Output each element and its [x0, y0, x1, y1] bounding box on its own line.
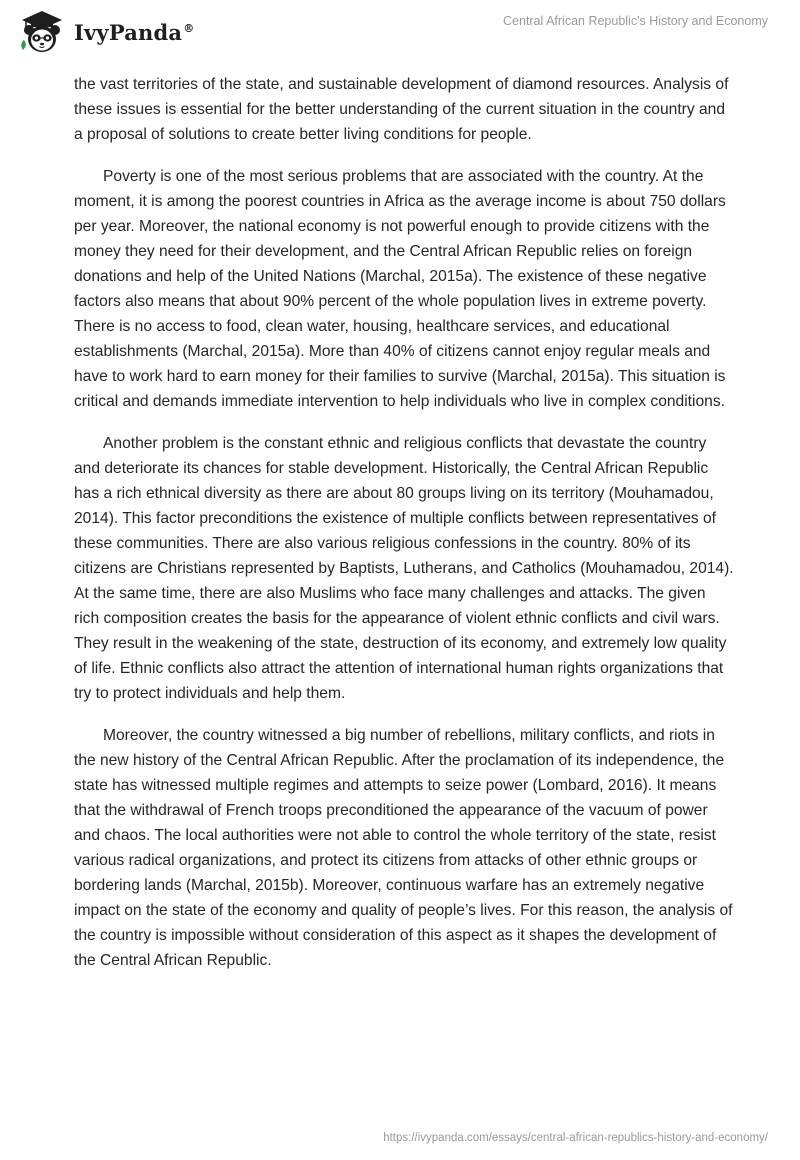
brand-name: IvyPanda®	[74, 19, 195, 45]
paragraph-1: the vast territories of the state, and sustainable development of diamond resources. Analysis of these issues is essential for the better understanding of the current situation in the country and a proposal of solutions to create better living conditions for people.	[74, 76, 729, 143]
paragraph-3: Another problem is the constant ethnic and religious conflicts that devastate the country and deteriorate its chances for stable development. Historically, the Central African Republic has a rich ethnical diversity as there are about 80 groups living on its territory (Mouhamadou, 2014). This factor preconditions the existence of multiple conflicts between representatives of these communities. There are also various religious confessions in the country. 80% of its citizens are Christians represented by Baptists, Lutherans, and Catholics (Mouhamadou, 2014). At the same time, there are also Muslims who face many challenges and attacks. The given rich composition creates the basis for the appearance of violent ethnic conflicts and civil wars. They result in the weakening of the state, destruction of its economy, and extremely low quality of life. Ethnic conflicts also attract the attention of international human rights organizations that try to protect individuals and help them.	[74, 435, 734, 702]
brand-logo[interactable]	[18, 8, 194, 56]
panda-logo-icon	[18, 8, 66, 56]
page-header	[0, 0, 800, 68]
registered-mark: ®	[183, 21, 195, 35]
essay-body	[74, 72, 734, 990]
source-url-link[interactable]: https://ivypanda.com/essays/central-african-republics-history-and-economy/	[383, 1132, 768, 1144]
document-title: Central African Republic's History and Economy	[502, 14, 768, 28]
paragraph-2: Poverty is one of the most serious problems that are associated with the country. At the moment, it is among the poorest countries in Africa as the average income is about 750 dollars per year. Moreover, the national economy is not powerful enough to provide citizens with the money they need for their development, and the Central African Republic relies on foreign donations and help of the United Nations (Marchal, 2015a). The existence of these negative factors also means that about 90% percent of the whole population lives in extreme poverty. There is no access to food, clean water, housing, healthcare services, and educational establishments (Marchal, 2015a). More than 40% of citizens cannot enjoy regular meals and have to work hard to earn money for their families to survive (Marchal, 2015a). This situation is critical and demands immediate intervention to help individuals who live in complex conditions.	[74, 168, 726, 410]
paragraph-4: Moreover, the country witnessed a big number of rebellions, military conflicts, and riots in the new history of the Central African Republic. After the proclamation of its independence, the state has witnessed multiple regimes and attempts to seize power (Lombard, 2016). It means that the withdrawal of French troops preconditioned the appearance of the vacuum of power and chaos. The local authorities were not able to control the whole territory of the state, resist various radical organizations, and protect its citizens from attacks of other ethnic groups or bordering lands (Marchal, 2015b). Moreover, continuous warfare has an extremely negative impact on the state of the economy and quality of people’s lives. For this reason, the analysis of the country is impossible without consideration of this aspect as it shapes the development of the Central African Republic.	[74, 727, 733, 969]
